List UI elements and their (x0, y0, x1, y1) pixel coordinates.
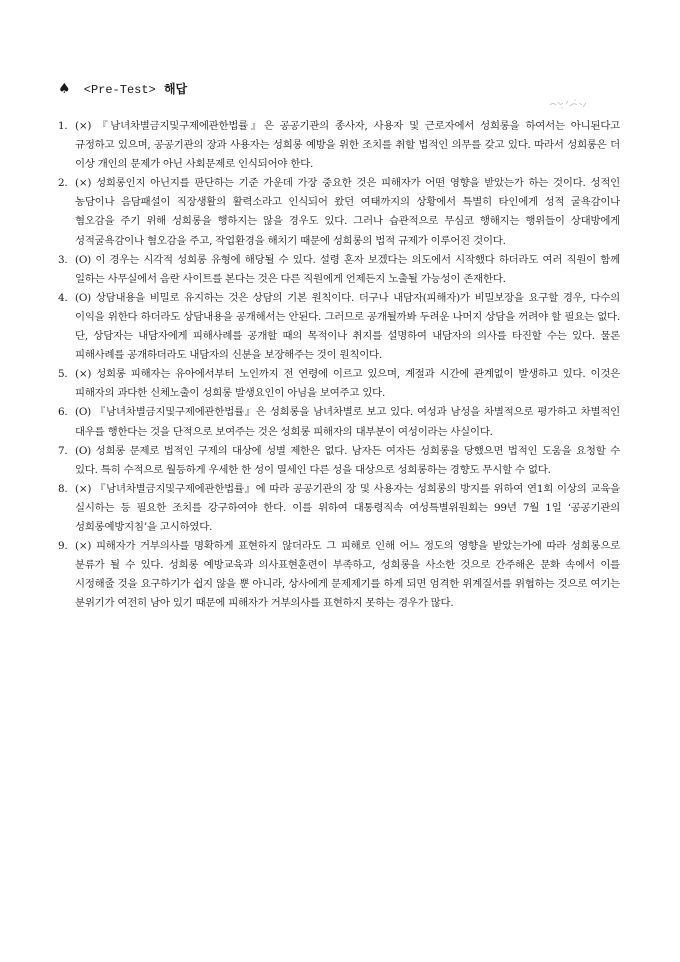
answer-text: (×) 『남녀차별금지및구제에관한법률』에 따라 공공기관의 장 및 사용자는 성희롱의 방지를 위하여 연1회 이상의 교육을 실시하는 등 필요한 조치를 강구하여야 한다. 이를 위하여 대통령직속 여성특별위원회는 99년 7월 1일 ‘공공기관의 성희롱예방지침’을 고시하였다. (75, 482, 620, 533)
spade-icon: ♠ (58, 81, 71, 97)
answer-number: 4. (58, 291, 68, 304)
answer-number: 9. (58, 540, 68, 553)
answer-number: 1. (58, 120, 68, 132)
answer-item (58, 174, 620, 250)
answer-text: (O) 『남녀차별금지및구제에관한법률』은 성희롱을 남녀차별로 보고 있다. 여성과 남성을 차별적으로 평가하고 차별적인 대우를 행한다는 것을 단적으로 보여주는 것은 성희롱 피해자의 대부분이 여성이라는 사실이다. (75, 406, 620, 438)
answer-text: (×) 성희롱인지 아닌지를 판단하는 기준 가운데 가장 중요한 것은 피해자가 어떤 영향을 받았는가 하는 것이다. 성적인 농담이나 음담패설이 직장생활의 활력소라고 인식되어 왔던 여태까지의 상황에서 특별히 타인에게 성적 굴욕감이나 혐오감을 주기 위해 성희롱을 행하지는 않을 경우도 있다. 그러나 습관적으로 무심코 행해지는 행위들이 상대방에게 성적굴욕감이나 혐오감을 주고, 작업환경을 해치기 때문에 성희롱의 법적 규제가 이루어진 것이다. (75, 177, 620, 247)
answer-item (58, 480, 620, 537)
answer-number: 7. (58, 444, 68, 457)
answer-item (58, 117, 620, 174)
answer-number: 8. (58, 482, 68, 495)
answer-item (58, 251, 620, 289)
answer-text: (×) 성희롱 피해자는 유아에서부터 노인까지 전 연령에 이르고 있으며, 계절과 시간에 관계없이 발생하고 있다. 이것은 피해자의 과다한 신체노출이 성희롱 발생요인이 아님을 보여주고 있다. (75, 368, 620, 400)
answer-item (58, 537, 620, 613)
heading-label: <Pre-Test> (83, 83, 156, 97)
answer-number: 6. (58, 406, 68, 419)
answer-number: 5. (58, 368, 68, 381)
answer-text: (O) 성희롱 문제로 법적인 구제의 대상에 성별 제한은 없다. 남자든 여자든 성희롱을 당했으면 법적인 도움을 요청할 수 있다. 특히 수적으로 월등하게 우세한 한 성이 열세인 다른 성을 대상으로 성희롱하는 경향도 무시할 수 없다. (75, 444, 620, 476)
heading-title: 해답 (163, 82, 188, 96)
answer-item (58, 442, 620, 480)
answer-text: (O) 이 경우는 시각적 성희롱 유형에 해당될 수 있다. 설령 혼자 보겠다는 의도에서 시작했다 하더라도 여러 직원이 함께 일하는 사무실에서 음란 사이트를 본다는 것은 다른 직원에게 언제든지 노출될 가능성이 존재한다. (75, 253, 620, 285)
answer-text: (×) 피해자가 거부의사를 명확하게 표현하지 않더라도 그 피해로 인해 어느 정도의 영향을 받았는가에 따라 성희롱으로 분류가 될 수 있다. 성희롱 예방교육과 의사표현훈련이 부족하고, 성희롱을 사소한 것으로 간주해온 문화 속에서 이를 시정해줄 것을 요구하기가 쉽지 않을 뿐 아니라, 상사에게 문제제기를 하게 되면 엄격한 위계질서를 위협하는 것으로 여기는 분위기가 여전히 남아 있기 때문에 피해자가 거부의사를 표현하지 못하는 경우가 많다. (75, 540, 620, 610)
scan-smudge (548, 96, 588, 112)
answer-item (58, 403, 620, 441)
answer-item (58, 365, 620, 403)
section-heading (58, 80, 187, 97)
answer-item (58, 289, 620, 365)
answer-number: 2. (58, 177, 68, 190)
answer-text: (×) 『남녀차별금지및구제에관한법률』은 공공기관의 종사자, 사용자 및 근로자에서 성희롱을 하여서는 아니된다고 규정하고 있으며, 공공기관의 장과 사용자는 성희롱 예방을 위한 조치를 취할 법적인 의무를 갖고 있다. 따라서 성희롱은 더 이상 개인의 문제가 아닌 사회문제로 인식되어야 한다. (75, 120, 620, 171)
answer-list (58, 117, 620, 613)
answer-number: 3. (58, 253, 68, 266)
answer-text: (O) 상담내용을 비밀로 유지하는 것은 상담의 기본 원칙이다. 더구나 내담자(피해자)가 비밀보장을 요구할 경우, 다수의 이익을 위한다 하더라도 상담내용을 공개해서는 안된다. 그러므로 공개될까봐 두려운 나머지 상담을 꺼려야 할 필요는 없다. 단, 상담자는 내담자에게 피해사례를 공개할 때의 목적이나 취지를 설명하여 내담자의 의사를 타진할 수는 있다. 물론 피해사례를 공개하더라도 내담자의 신분을 보장해주는 것이 원칙이다. (75, 291, 620, 362)
